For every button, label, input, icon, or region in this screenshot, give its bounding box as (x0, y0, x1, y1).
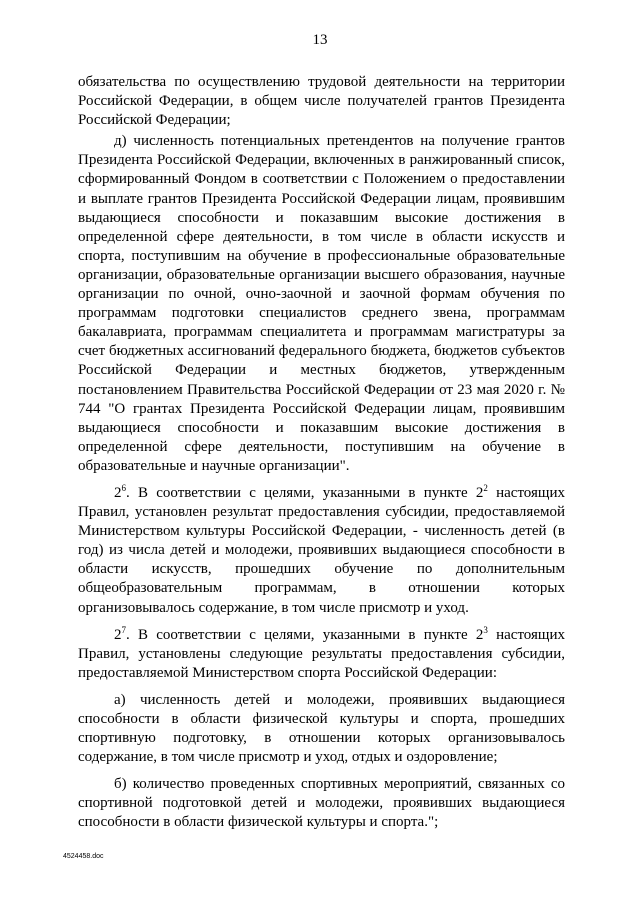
page-number: 13 (312, 32, 328, 48)
clause-text-start: . В соответствии с целями, указанными в пункте 2 (126, 484, 484, 501)
clause-text-rest: настоящих Правил, установлены следующие результаты предоставления субсидии, предоставляемой Министерством спорта Российской Федерации: (78, 626, 565, 681)
document-filename: 4524458.doc (63, 853, 104, 860)
clause-text-start: . В соответствии с целями, указанными в пункте 2 (126, 626, 484, 643)
clause-number-superscript: 7 (121, 624, 126, 635)
clause-number-superscript: 6 (121, 482, 126, 493)
paragraph-item-b: б) количество проведенных спортивных мероприятий, связанных со спортивной подготовкой детей и молодежи, проявивших выдающиеся способности в области физической культуры и спорта."; (78, 776, 565, 831)
document-body (78, 73, 565, 835)
paragraph-continuation: обязательства по осуществлению трудовой деятельности на территории Российской Федерации, в общем числе получателей грантов Президента Российской Федерации; (78, 74, 565, 129)
paragraph-item-d: д) численность потенциальных претендентов на получение грантов Президента Российской Федерации, включенных в ранжированный список, сформированный Фондом в соответствии с Положением о предоставлении и выплате грантов Президента Российской Федерации лицам, проявившим выдающиеся способности и показавшим высокие достижения в определенной сфере деятельности, в том числе в области искусств и спорта, поступившим на обучение в профессиональные образовательные организации, образовательные организации высшего образования, научные организации по очной, очно-заочной и заочной формам обучения по программам подготовки специалистов среднего звена, программам бакалавриата, программам специалитета и программам магистратуры за счет бюджетных ассигнований федерального бюджета, бюджетов субъектов Российской Федерации и местных бюджетов, утвержденным постановлением Правительства Российской Федерации от 23 мая 2020 г. № 744 "О грантах Президента Российской Федерации лицам, проявившим выдающиеся способности и показавшим высокие достижения в определенной сфере деятельности, поступившим на обучение в образовательные и научные организации". (78, 133, 565, 474)
paragraph-clause-2-6 (78, 484, 565, 618)
clause-number: 2 (114, 484, 122, 501)
clause-number: 2 (114, 626, 122, 643)
paragraph-item-a: а) численность детей и молодежи, проявивших выдающиеся способности в области физической культуры и спорта, прошедших спортивную подготовку, в отношении которых организовывалось содержание, в том числе присмотр и уход, отдых и оздоровление; (78, 691, 565, 766)
reference-superscript: 2 (483, 482, 488, 493)
paragraph-clause-2-7 (78, 626, 565, 683)
reference-superscript: 3 (483, 624, 488, 635)
clause-text-rest: настоящих Правил, установлен результат предоставления субсидии, предоставляемой Министерством культуры Российской Федерации, - численность детей (в год) из числа детей и молодежи, проявивших выдающиеся способности в области искусств, прошедших обучение по дополнительным общеобразовательным программам, в отношении которых организовывалось содержание, в том числе присмотр и уход. (78, 484, 565, 616)
